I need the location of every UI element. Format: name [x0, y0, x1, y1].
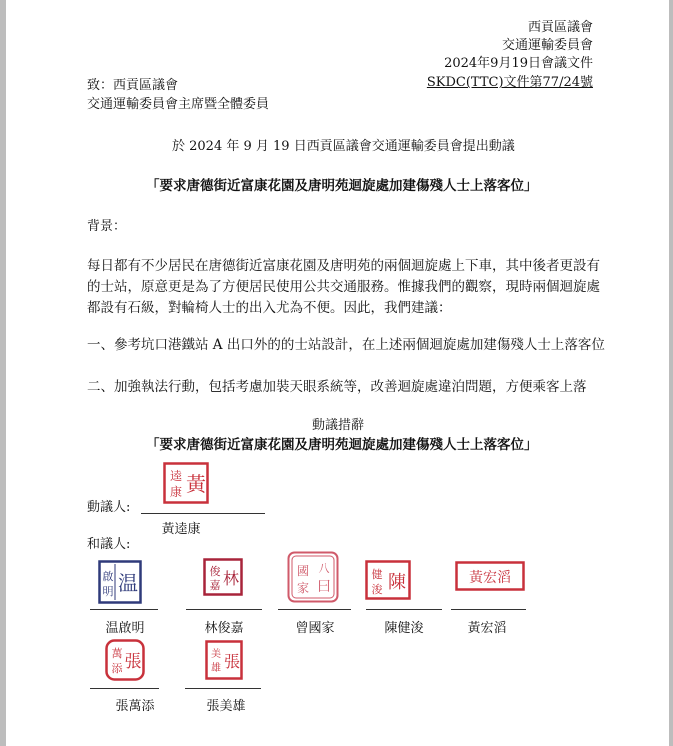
mover-signature-line [141, 513, 265, 514]
recipient-line2: 交通運輸委員會主席暨全體委員 [87, 97, 270, 112]
suggestion-1: 一、參考坑口港鐵站 A 出口外的的士站設計，在上述兩個迴旋處加建傷殘人士上落客位 [87, 337, 605, 353]
svg-text:康: 康 [169, 485, 183, 499]
mover-seal [163, 462, 209, 504]
seconder-seal-tsang [287, 551, 339, 603]
header-doc-number: SKDC(TTC)文件第77/24號 [426, 75, 593, 90]
seconder-seal-cheung-mei [205, 640, 243, 680]
svg-text:張: 張 [223, 652, 241, 671]
motion-wording-title: 「要求唐德街近富康花園及唐明苑迴旋處加建傷殘人士上落客位」 [146, 437, 538, 453]
svg-text:八: 八 [318, 562, 330, 575]
header-meeting-date: 2024年9月19日會議文件 [444, 56, 593, 71]
seconder-name-3: 曾國家 [295, 621, 335, 636]
svg-text:浚: 浚 [371, 583, 383, 596]
motion-title: 「要求唐德街近富康花園及唐明苑迴旋處加建傷殘人士上落客位」 [146, 178, 538, 194]
intro-line: 於 2024 年 9 月 19 日西貢區議會交通運輸委員會提出動議 [172, 139, 515, 154]
svg-text:黃: 黃 [186, 472, 206, 496]
background-label: 背景： [87, 219, 127, 234]
header-committee: 交通運輸委員會 [501, 38, 593, 53]
svg-text:健: 健 [371, 568, 383, 581]
mover-label: 動議人: [87, 500, 131, 515]
seconder-line-4 [366, 609, 442, 610]
svg-text:陳: 陳 [388, 572, 406, 593]
svg-text:明: 明 [102, 585, 114, 598]
seconders-label: 和議人: [87, 537, 131, 552]
mover-name: 黃逵康 [161, 522, 201, 537]
svg-text:俊: 俊 [209, 565, 221, 578]
svg-text:嘉: 嘉 [209, 579, 221, 592]
seconder-seal-lam [203, 558, 243, 596]
seconder-name-1: 温啟明 [105, 621, 145, 636]
viewer-right-edge [669, 0, 673, 746]
svg-text:逵: 逵 [169, 469, 183, 483]
suggestion-2: 二、加強執法行動，包括考慮加裝天眼系統等，改善迴旋處違泊問題，方便乘客上落 [87, 379, 587, 395]
seconder-seal-cheung-man [105, 639, 145, 681]
seconder-name-2: 林俊嘉 [204, 621, 244, 636]
svg-text:雄: 雄 [211, 663, 221, 674]
seconder-name-4: 陳健浚 [384, 621, 424, 636]
seconder-name-7: 張美雄 [206, 699, 246, 714]
svg-text:國: 國 [296, 564, 310, 578]
header-council: 西貢區議會 [527, 20, 593, 35]
motion-wording-label: 動議措辭 [312, 418, 365, 433]
seconder-seal-wong [455, 561, 525, 591]
svg-text:黃宏滔: 黃宏滔 [469, 570, 511, 586]
svg-text:美: 美 [211, 649, 221, 660]
seconder-name-5: 黃宏滔 [467, 621, 507, 636]
recipient-line1: 致：西貢區議會 [87, 78, 179, 93]
svg-text:萬: 萬 [111, 647, 123, 660]
background-paragraph: 每日都有不少居民在唐德街近富康花園及唐明苑的兩個迴旋處上下車，其中後者更設有的士站，原意更是為了方便居民使用公共交通服務。惟據我們的觀察，現時兩個迴旋處都設有石級，對輪椅人士的出入尤為不便。因此，我們建議： [87, 258, 600, 316]
seconder-seal-chan [365, 560, 411, 600]
svg-text:家: 家 [296, 581, 310, 595]
seconder-line-2 [186, 609, 262, 610]
svg-text:温: 温 [118, 571, 138, 595]
seconder-name-6: 張萬添 [115, 699, 155, 714]
svg-text:添: 添 [111, 662, 123, 675]
seconder-line-5 [451, 609, 526, 610]
seconder-line-6 [90, 688, 159, 689]
seconder-line-1 [90, 609, 158, 610]
seconder-seal-wen [98, 560, 142, 604]
document-page [6, 0, 669, 746]
svg-text:林: 林 [222, 569, 240, 588]
svg-text:曰: 曰 [317, 579, 331, 595]
svg-text:啟: 啟 [102, 570, 114, 583]
svg-text:張: 張 [124, 652, 142, 672]
seconder-line-7 [185, 688, 261, 689]
seconder-line-3 [278, 609, 351, 610]
